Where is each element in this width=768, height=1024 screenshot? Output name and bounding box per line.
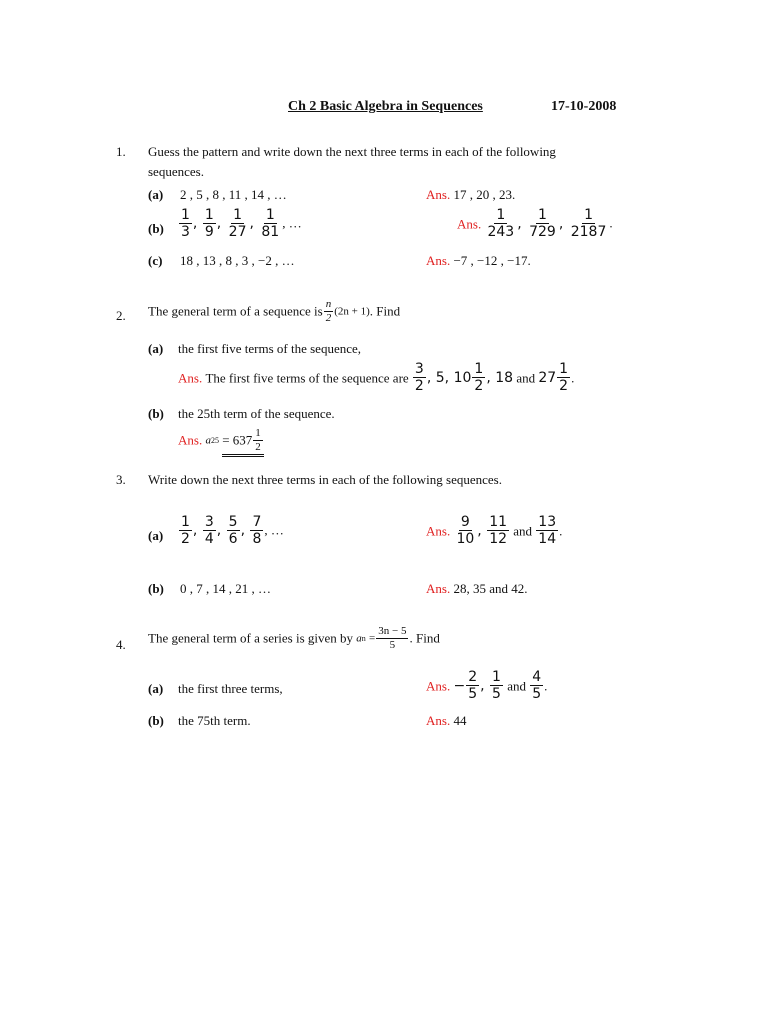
q3a-answer: Ans. $\frac{9}{10}$ , $\frac{11}{12}$ and $\frac{13}{14}$ . [426,514,563,547]
ans-label: Ans. [426,678,451,694]
q3-number: 3. [116,472,126,487]
q1-number: 1. [116,144,126,159]
answer-text: 17 , 20 , 23. [453,187,516,202]
fraction: $\frac{1}{2}$ [255,427,261,453]
ans-label: Ans. [178,370,203,386]
q2a-label: (a) [148,341,164,356]
q1a-answer [426,186,515,204]
q1c-sequence: 18 , 13 , 8 , 3 , −2 , … [180,253,295,268]
fraction: $\frac{1}{3}$ [181,207,190,240]
q2b-answer: Ans. a25 = 637 $\frac{1}{2}$ [178,428,264,457]
fraction: $\frac{9}{10}$ [456,514,475,547]
fraction: $\frac{1}{2}$ [181,514,190,547]
fraction: $\frac{1}{27}$ [228,207,247,240]
fraction: $\frac{n}{2}$ [325,298,332,324]
ans-label: Ans. [178,432,203,448]
fraction: $\frac{1}{5}$ [492,669,501,702]
fraction: $\frac{1}{2}$ [559,361,569,394]
fraction: $\frac{3n - 5}{5}$ [378,625,407,651]
q3b-label: (b) [148,581,164,596]
q4b-answer: Ans. 44 [426,713,467,728]
q1c-label: (c) [148,253,163,268]
fraction: $\frac{1}{9}$ [204,207,214,240]
q2a-text: the first five terms of the sequence, [178,341,362,356]
ans-label: Ans. [426,713,451,728]
q2b-label: (b) [148,406,164,421]
fraction: $\frac{1}{2}$ [474,361,484,394]
q4-text: The general term of a series is given by an = $\frac{3n - 5}{5}$ . Find [148,625,440,651]
q1c-answer: Ans. −7 , −12 , −17. [426,253,531,268]
fraction: $\frac{1}{2187}$ [570,207,607,240]
page-title: Ch 2 Basic Algebra in Sequences [288,99,483,114]
q3a-label: (a) [148,528,164,543]
fraction: $\frac{1}{729}$ [529,207,556,240]
q4a-text: the first three terms, [178,681,283,696]
q3-text: Write down the next three terms in each of the following sequences. [148,472,502,487]
fraction: $\frac{3}{2}$ [414,361,424,394]
q2b-text: the 25th term of the sequence. [178,406,335,421]
fraction: $\frac{3}{4}$ [204,514,214,547]
q2-number: 2. [116,308,126,323]
fraction: $\frac{13}{14}$ [538,514,557,547]
q4b-text: the 75th term. [178,713,251,728]
q1-text-line1: Guess the pattern and write down the next three terms in each of the following [148,144,556,159]
q4b-label: (b) [148,713,164,728]
q1b-answer: Ans. $\frac{1}{243}$ , $\frac{1}{729}$ , $\frac{1}{2187}$ . [457,207,613,240]
fraction: $\frac{1}{81}$ [261,207,280,240]
q2a-answer: Ans. The first five terms of the sequence are $\frac{3}{2}$ , 5, 10 $\frac{1}{2}$ , 18 and 27 $\frac{1}{2}$ . [178,361,575,394]
q3b-answer: Ans. 28, 35 and 42. [426,581,528,596]
ans-label: Ans. [426,253,451,268]
q3b-sequence: 0 , 7 , 14 , 21 , … [180,581,271,596]
page-date: 17-10-2008 [551,99,617,114]
q3a-sequence: $\frac{1}{2}$ , $\frac{3}{4}$ , $\frac{5}{6}$ , $\frac{7}{8}$ , … [181,514,284,547]
fraction: $\frac{5}{6}$ [228,514,238,547]
q1a-sequence: 2 , 5 , 8 , 11 , 14 , … [180,187,287,202]
fraction: $\frac{4}{5}$ [532,669,542,702]
ans-label: Ans. [457,216,482,232]
q1b-label: (b) [148,221,164,236]
q2-text: The general term of a sequence is $\frac{n}{2}$ (2n + 1). Find [148,298,401,324]
q4-number: 4. [116,637,126,652]
ans-label: Ans. [426,187,451,202]
fraction: $\frac{11}{12}$ [489,514,508,547]
ans-label: Ans. [426,581,451,596]
fraction: $\frac{1}{243}$ [487,207,515,240]
q4a-label: (a) [148,681,164,696]
fraction: $\frac{2}{5}$ [468,669,478,702]
ans-label: Ans. [426,523,451,539]
fraction: $\frac{7}{8}$ [252,514,262,547]
q1-text-line2: sequences. [148,164,204,179]
q4a-answer: Ans. − $\frac{2}{5}$ , $\frac{1}{5}$ and $\frac{4}{5}$ . [426,669,548,702]
q1a-label: (a) [148,187,164,202]
q1b-sequence: $\frac{1}{3}$ , $\frac{1}{9}$ , $\frac{1}{27}$ , $\frac{1}{81}$ , … [181,207,302,240]
